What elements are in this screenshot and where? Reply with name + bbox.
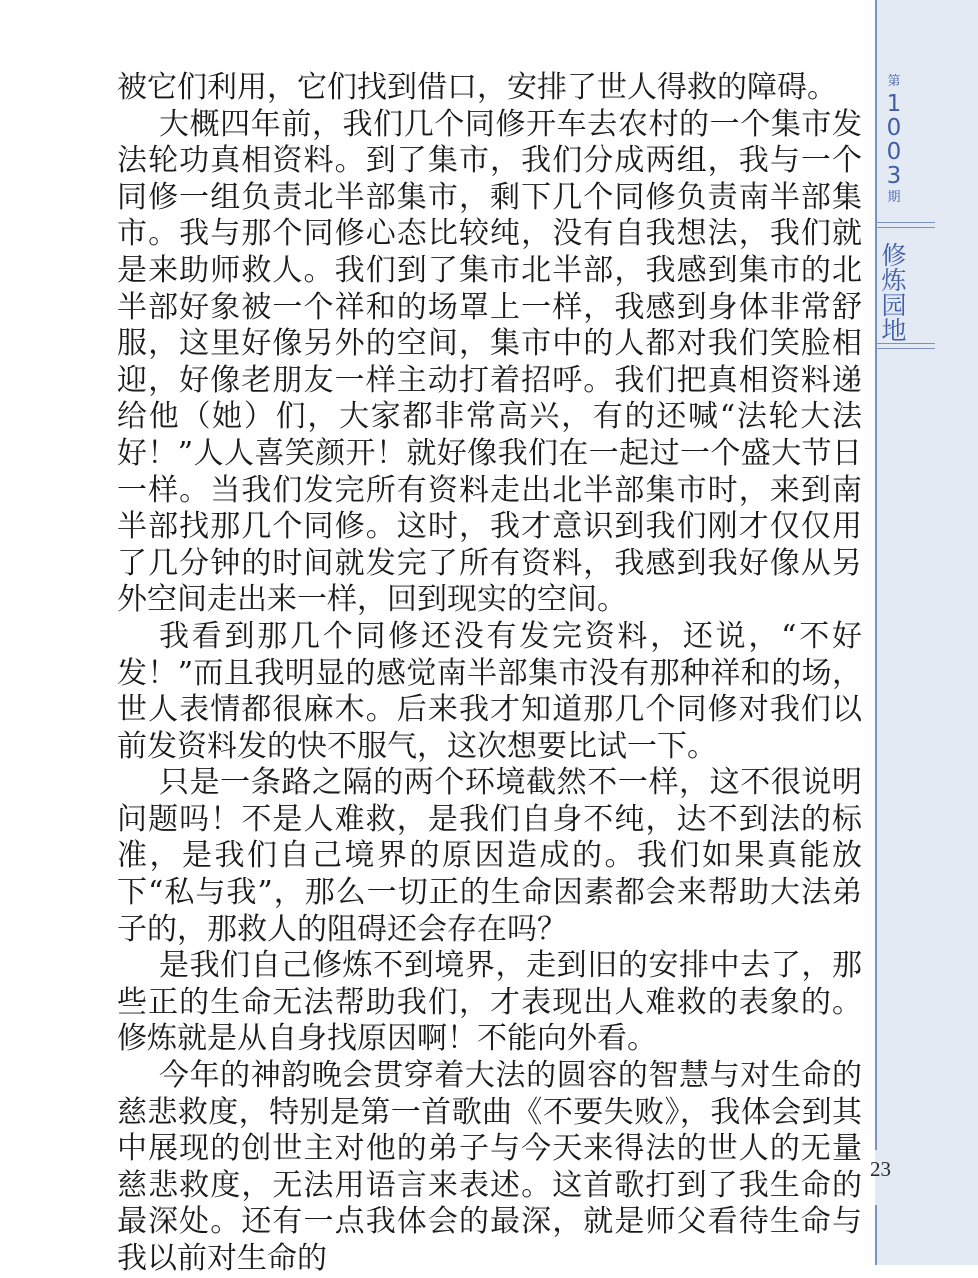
article-body — [117, 70, 862, 1278]
column-title-char: 地 — [881, 316, 907, 345]
paragraph: 只是一条路之隔的两个环境截然不一样，这不很说明问题吗！不是人难救，是我们自身不纯，达不到法的标准，是我们自己境界的原因造成的。我们如果真能放下“私与我”，那么一切正的生命因素都会来帮助大法弟子的，那救人的阻碍还会存在吗？ — [117, 765, 862, 947]
issue-digit: 0 — [886, 139, 902, 165]
column-divider-bottom — [877, 343, 935, 349]
column-title — [878, 243, 910, 343]
column-title-char: 园 — [881, 291, 907, 320]
issue-prefix: 第 — [887, 74, 901, 89]
issue-digit: 1 — [886, 91, 902, 117]
page-number: 23 — [870, 1157, 891, 1181]
paragraph: 我看到那几个同修还没有发完资料，还说，“不好发！”而且我明显的感觉南半部集市没有那种祥和的场，世人表情都很麻木。后来我才知道那几个同修对我们以前发资料发的快不服气，这次想要比试一下。 — [117, 618, 862, 764]
issue-number — [877, 72, 911, 208]
column-title-char: 修 — [881, 241, 907, 270]
paragraph: 今年的神韵晚会贯穿着大法的圆容的智慧与对生命的慈悲救度，特别是第一首歌曲《不要失败》，我体会到其中展现的创世主对他的弟子与今天来得法的世人的无量慈悲救度，无法用语言来表述。这首歌打到了我生命的最深处。还有一点我体会的最深，就是师父看待生命与我以前对生命的 — [117, 1058, 862, 1276]
issue-digit: 0 — [886, 115, 902, 141]
paragraph: 是我们自己修炼不到境界，走到旧的安排中去了，那些正的生命无法帮助我们，才表现出人难救的表象的。修炼就是从自身找原因啊！不能向外看。 — [117, 948, 862, 1057]
column-divider-top — [877, 222, 935, 228]
sidebar-divider-line-lower — [875, 1205, 877, 1265]
issue-suffix: 期 — [887, 190, 901, 205]
column-title-char: 炼 — [881, 266, 907, 295]
paragraph: 大概四年前，我们几个同修开车去农村的一个集市发法轮功真相资料。到了集市，我们分成两组，我与一个同修一组负责北半部集市，剩下几个同修负责南半部集市。我与那个同修心态比较纯，没有自我想法，我们就是来助师救人。我们到了集市北半部，我感到集市的北半部好象被一个祥和的场罩上一样，我感到身体非常舒服，这里好像另外的空间，集市中的人都对我们笑脸相迎，好像老朋友一样主动打着招呼。我们把真相资料递给他（她）们，大家都非常高兴，有的还喊“法轮大法好！”人人喜笑颜开！就好像我们在一起过一个盛大节日一样。当我们发完所有资料走出北半部集市时，来到南半部找那几个同修。这时，我才意识到我们刚才仅仅用了几分钟的时间就发完了所有资料，我感到我好像从另外空间走出来一样，回到现实的空间。 — [117, 106, 862, 618]
issue-digit: 3 — [886, 163, 902, 189]
paragraph: 被它们利用，它们找到借口，安排了世人得救的障碍。 — [117, 70, 837, 105]
